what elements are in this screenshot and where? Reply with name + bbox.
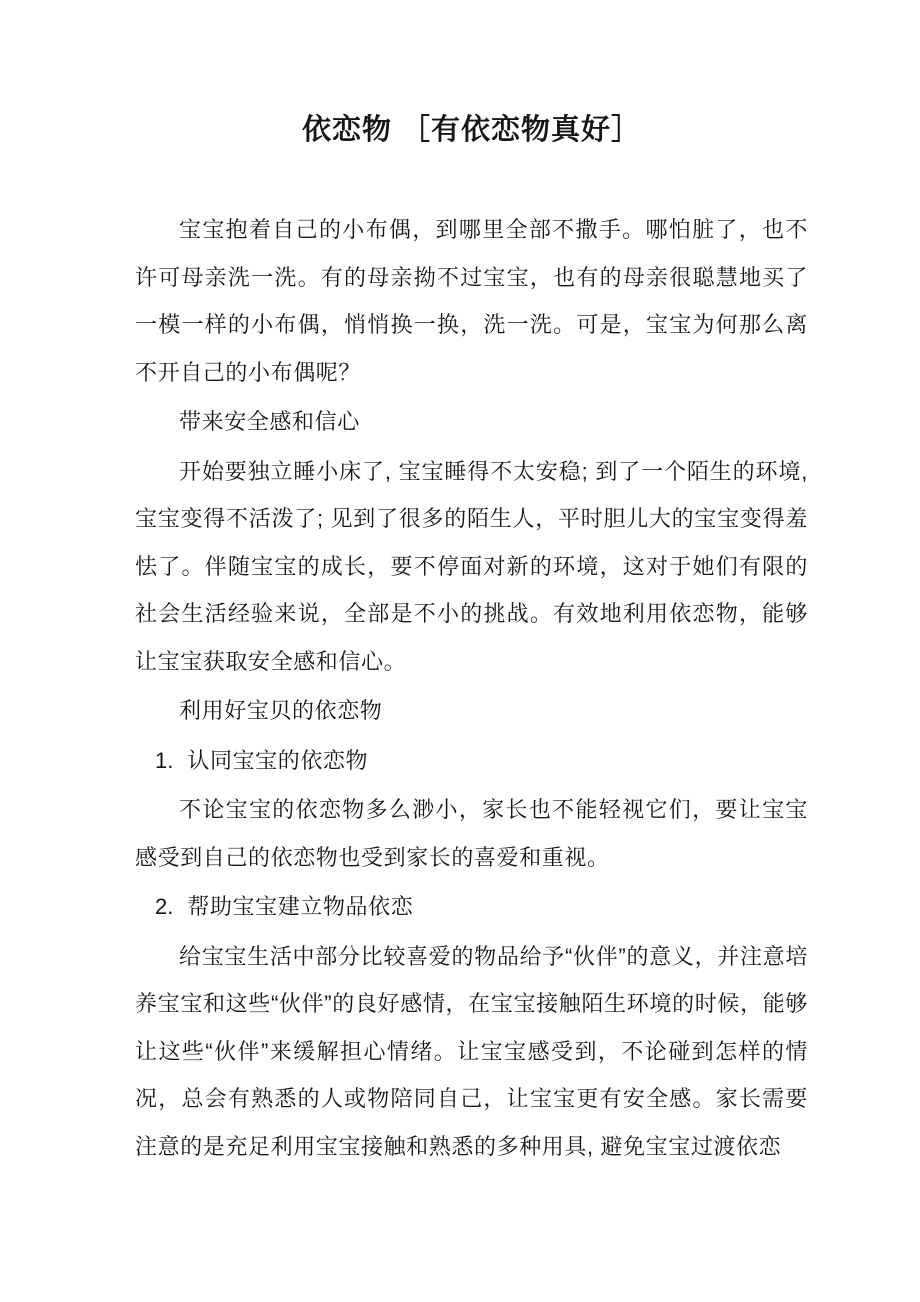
list-item-2	[135, 883, 808, 931]
document-title: 依恋物 ［有依恋物真好］	[301, 114, 642, 146]
section-heading-security: 带来安全感和信心	[179, 409, 360, 434]
list-item-2-text: 帮助宝宝建立物品依恋	[187, 894, 414, 919]
list-item-2-number: 2.	[155, 894, 174, 919]
section-heading-usage: 利用好宝贝的依恋物	[179, 698, 383, 723]
paragraph-security: 开始要独立睡小床了, 宝宝睡得不太安稳; 到了一个陌生的环境, 宝宝变得不活泼了; 见到了很多的陌生人，平时胆儿大的宝宝变得羞怯了。伴随宝宝的成长，要不停面对新的环境，这对于她们有限的社会生活经验来说，全部是不小的挑战。有效地利用依恋物，能够让宝宝获取安全感和信心。	[135, 458, 808, 674]
paragraph-build-attachment: 给宝宝生活中部分比较喜爱的物品给予“伙伴”的意义，并注意培养宝宝和这些“伙伴”的良好感情，在宝宝接触陌生环境的时候，能够让这些“伙伴”来缓解担心情绪。让宝宝感受到，不论碰到怎样的情况，总会有熟悉的人或物陪同自己，让宝宝更有安全感。家长需要注意的是充足利用宝宝接触和熟悉的多种用具, 避免宝宝过渡依恋	[135, 943, 808, 1159]
list-item-1-number: 1.	[155, 747, 174, 773]
document-body	[135, 206, 808, 1170]
list-item-1-text: 认同宝宝的依恋物	[187, 747, 369, 773]
list-item-1	[135, 737, 808, 785]
paragraph-intro: 宝宝抱着自己的小布偶，到哪里全部不撒手。哪怕脏了，也不许可母亲洗一洗。有的母亲拗不过宝宝，也有的母亲很聪慧地买了一模一样的小布偶，悄悄换一换，洗一洗。可是，宝宝为何那么离不开自己的小布偶呢？	[135, 217, 808, 385]
paragraph-accept: 不论宝宝的依恋物多么渺小，家长也不能轻视它们，要让宝宝感受到自己的依恋物也受到家长的喜爱和重视。	[135, 797, 808, 870]
